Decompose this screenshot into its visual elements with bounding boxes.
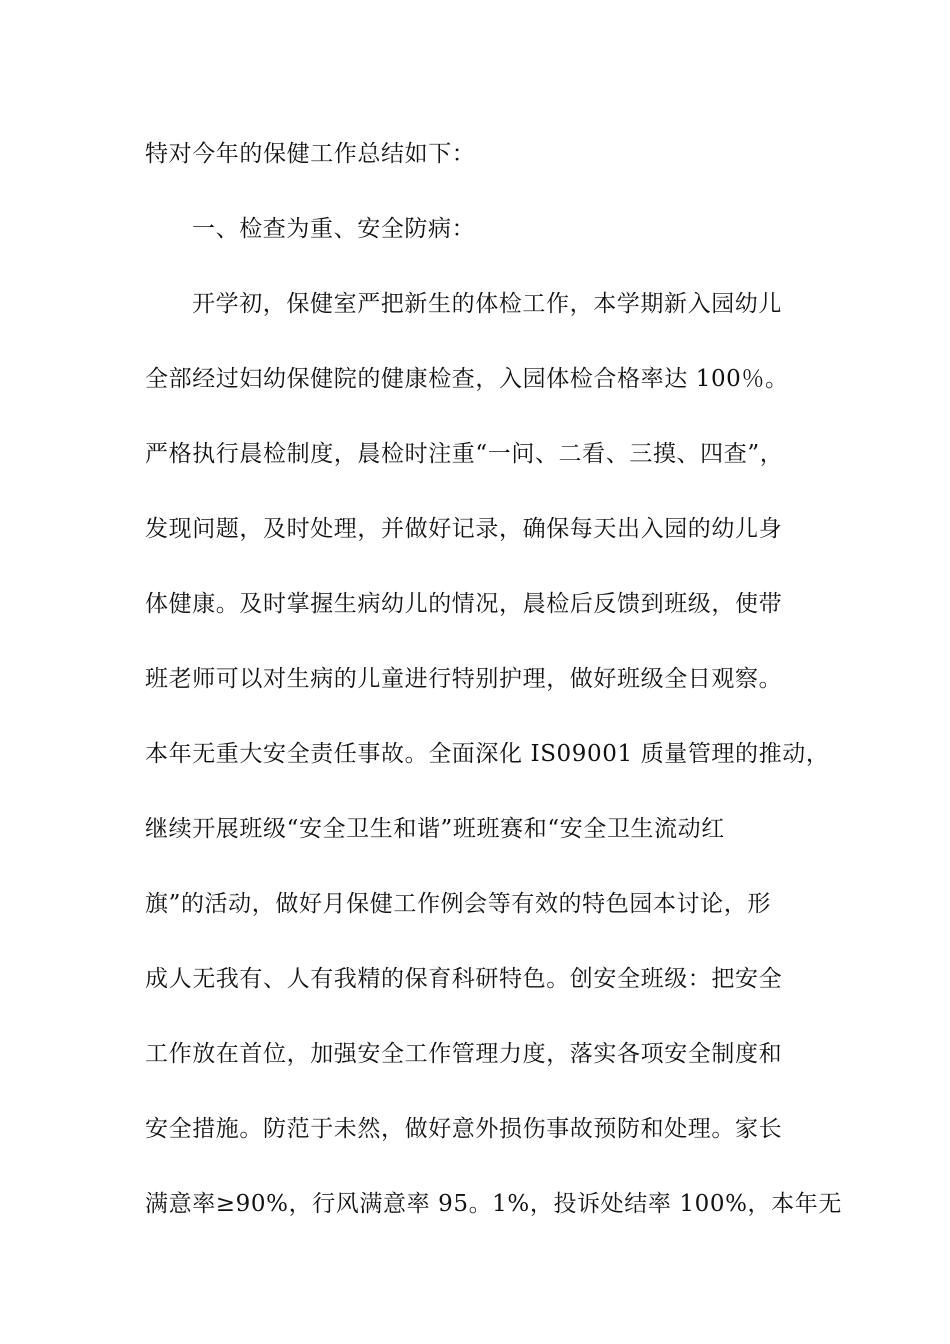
text-line-9: 本年无重大安全责任事故。全面深化 IS09001 质量管理的推动， xyxy=(145,741,830,767)
text-line-6: 发现问题，及时处理，并做好记录，确保每天出入园的幼儿身 xyxy=(145,516,783,542)
text-line-13: 工作放在首位，加强安全工作管理力度，落实各项安全制度和 xyxy=(145,1041,783,1067)
text-line-15: 满意率≥90%，行风满意率 95。1%，投诉处结率 100%，本年无 xyxy=(145,1191,842,1217)
section-heading: 一、检查为重、安全防病： xyxy=(192,216,476,242)
text-line-10: 继续开展班级“安全卫生和谐”班班赛和“安全卫生流动红 xyxy=(145,816,725,842)
text-line-1: 特对今年的保健工作总结如下： xyxy=(145,141,476,167)
text-line-4: 全部经过妇幼保健院的健康检查，入园体检合格率达 100％。 xyxy=(145,366,789,392)
text-line-14: 安全措施。防范于未然，做好意外损伤事故预防和处理。家长 xyxy=(145,1116,783,1142)
text-line-12: 成人无我有、人有我精的保育科研特色。创安全班级：把安全 xyxy=(145,966,783,992)
text-line-11: 旗”的活动，做好月保健工作例会等有效的特色园本讨论，形 xyxy=(145,891,771,917)
text-line-7: 体健康。及时掌握生病幼儿的情况，晨检后反馈到班级，使带 xyxy=(145,591,783,617)
text-line-8: 班老师可以对生病的儿童进行特别护理，做好班级全日观察。 xyxy=(145,666,783,692)
text-line-3: 开学初，保健室严把新生的体检工作，本学期新入园幼儿 xyxy=(192,291,782,317)
text-line-5: 严格执行晨检制度，晨检时注重“一问、二看、三摸、四查”， xyxy=(145,441,784,467)
